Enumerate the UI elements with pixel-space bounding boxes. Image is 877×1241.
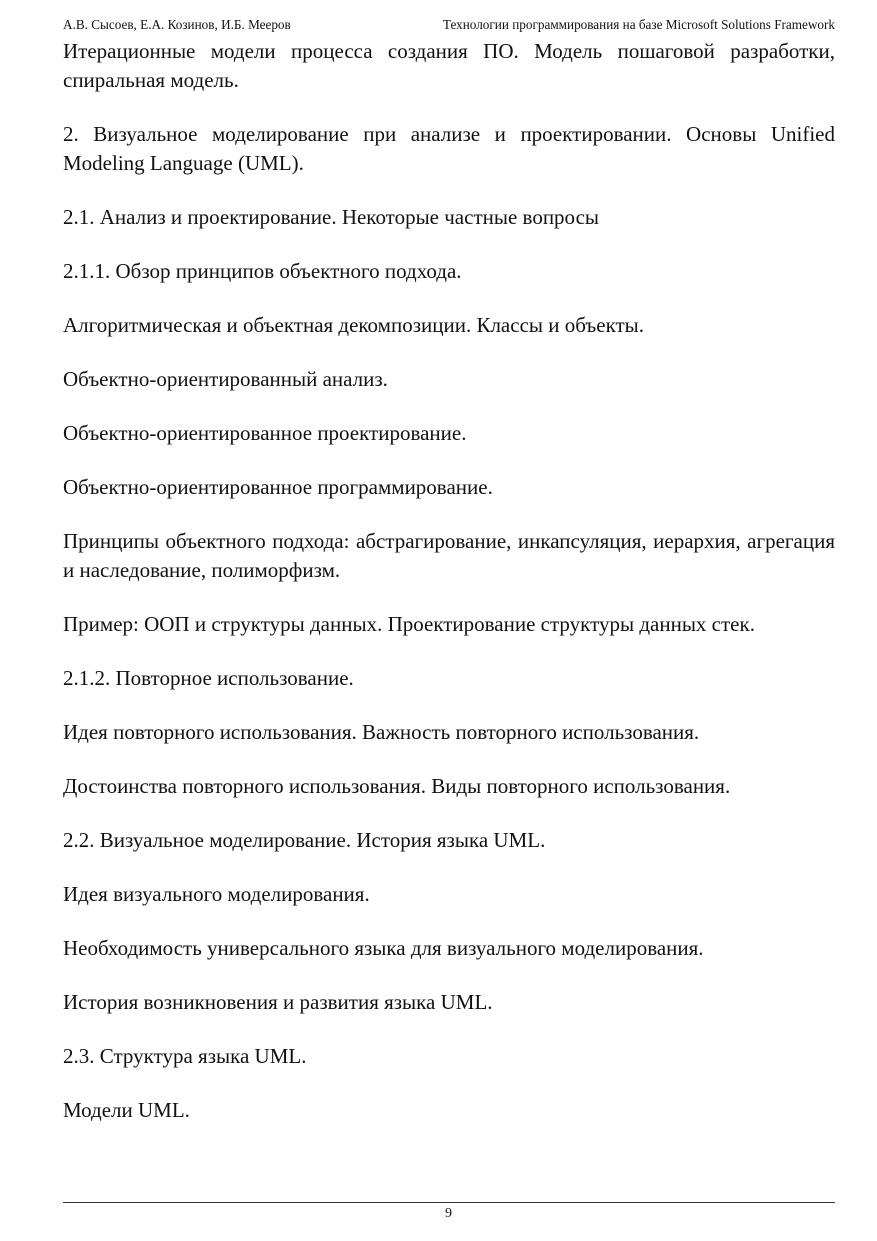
- paragraph-oop: Объектно-ориентированное программирование.: [63, 475, 493, 499]
- paragraph-reuse-advantages: Достоинства повторного использования. Виды повторного использования.: [63, 774, 731, 798]
- page-body: [63, 37, 835, 1125]
- section-heading-2: 2. Визуальное моделирование при анализе и проектировании. Основы Unified Modeling Language (UML).: [63, 122, 835, 175]
- section-heading-2-1-2: 2.1.2. Повторное использование.: [63, 666, 354, 690]
- section-heading-2-1: 2.1. Анализ и проектирование. Некоторые частные вопросы: [63, 205, 600, 229]
- page-number: 9: [445, 1206, 452, 1221]
- section-heading-2-1-1: 2.1.1. Обзор принципов объектного подхода.: [63, 259, 462, 283]
- paragraph-principles: Принципы объектного подхода: абстрагирование, инкапсуляция, иерархия, агрегация и наследование, полиморфизм.: [63, 529, 835, 582]
- paragraph-ooa: Объектно-ориентированный анализ.: [63, 367, 388, 391]
- header-book-title: Технологии программирования на базе Microsoft Solutions Framework: [442, 17, 835, 32]
- header-authors: А.В. Сысоев, Е.А. Козинов, И.Б. Мееров: [63, 17, 291, 32]
- paragraph-reuse-idea: Идея повторного использования. Важность повторного использования.: [63, 720, 700, 744]
- section-heading-2-2: 2.2. Визуальное моделирование. История языка UML.: [63, 828, 546, 852]
- paragraph-ood: Объектно-ориентированное проектирование.: [63, 421, 467, 445]
- paragraph-iteration-models: Итерационные модели процесса создания ПО. Модель пошаговой разработки, спиральная модель.: [63, 39, 835, 92]
- paragraph-visual-modeling-idea: Идея визуального моделирования.: [63, 882, 370, 906]
- paragraph-uml-models: Модели UML.: [63, 1098, 190, 1122]
- paragraph-universal-language: Необходимость универсального языка для визуального моделирования.: [63, 936, 704, 960]
- section-heading-2-3: 2.3. Структура языка UML.: [63, 1044, 307, 1068]
- footer-divider: [63, 1202, 835, 1203]
- running-header: [63, 17, 835, 35]
- paragraph-example-stack: Пример: ООП и структуры данных. Проектирование структуры данных стек.: [63, 612, 755, 636]
- paragraph-uml-history: История возникновения и развития языка UML.: [63, 990, 493, 1014]
- paragraph-decomposition: Алгоритмическая и объектная декомпозиции. Классы и объекты.: [63, 313, 645, 337]
